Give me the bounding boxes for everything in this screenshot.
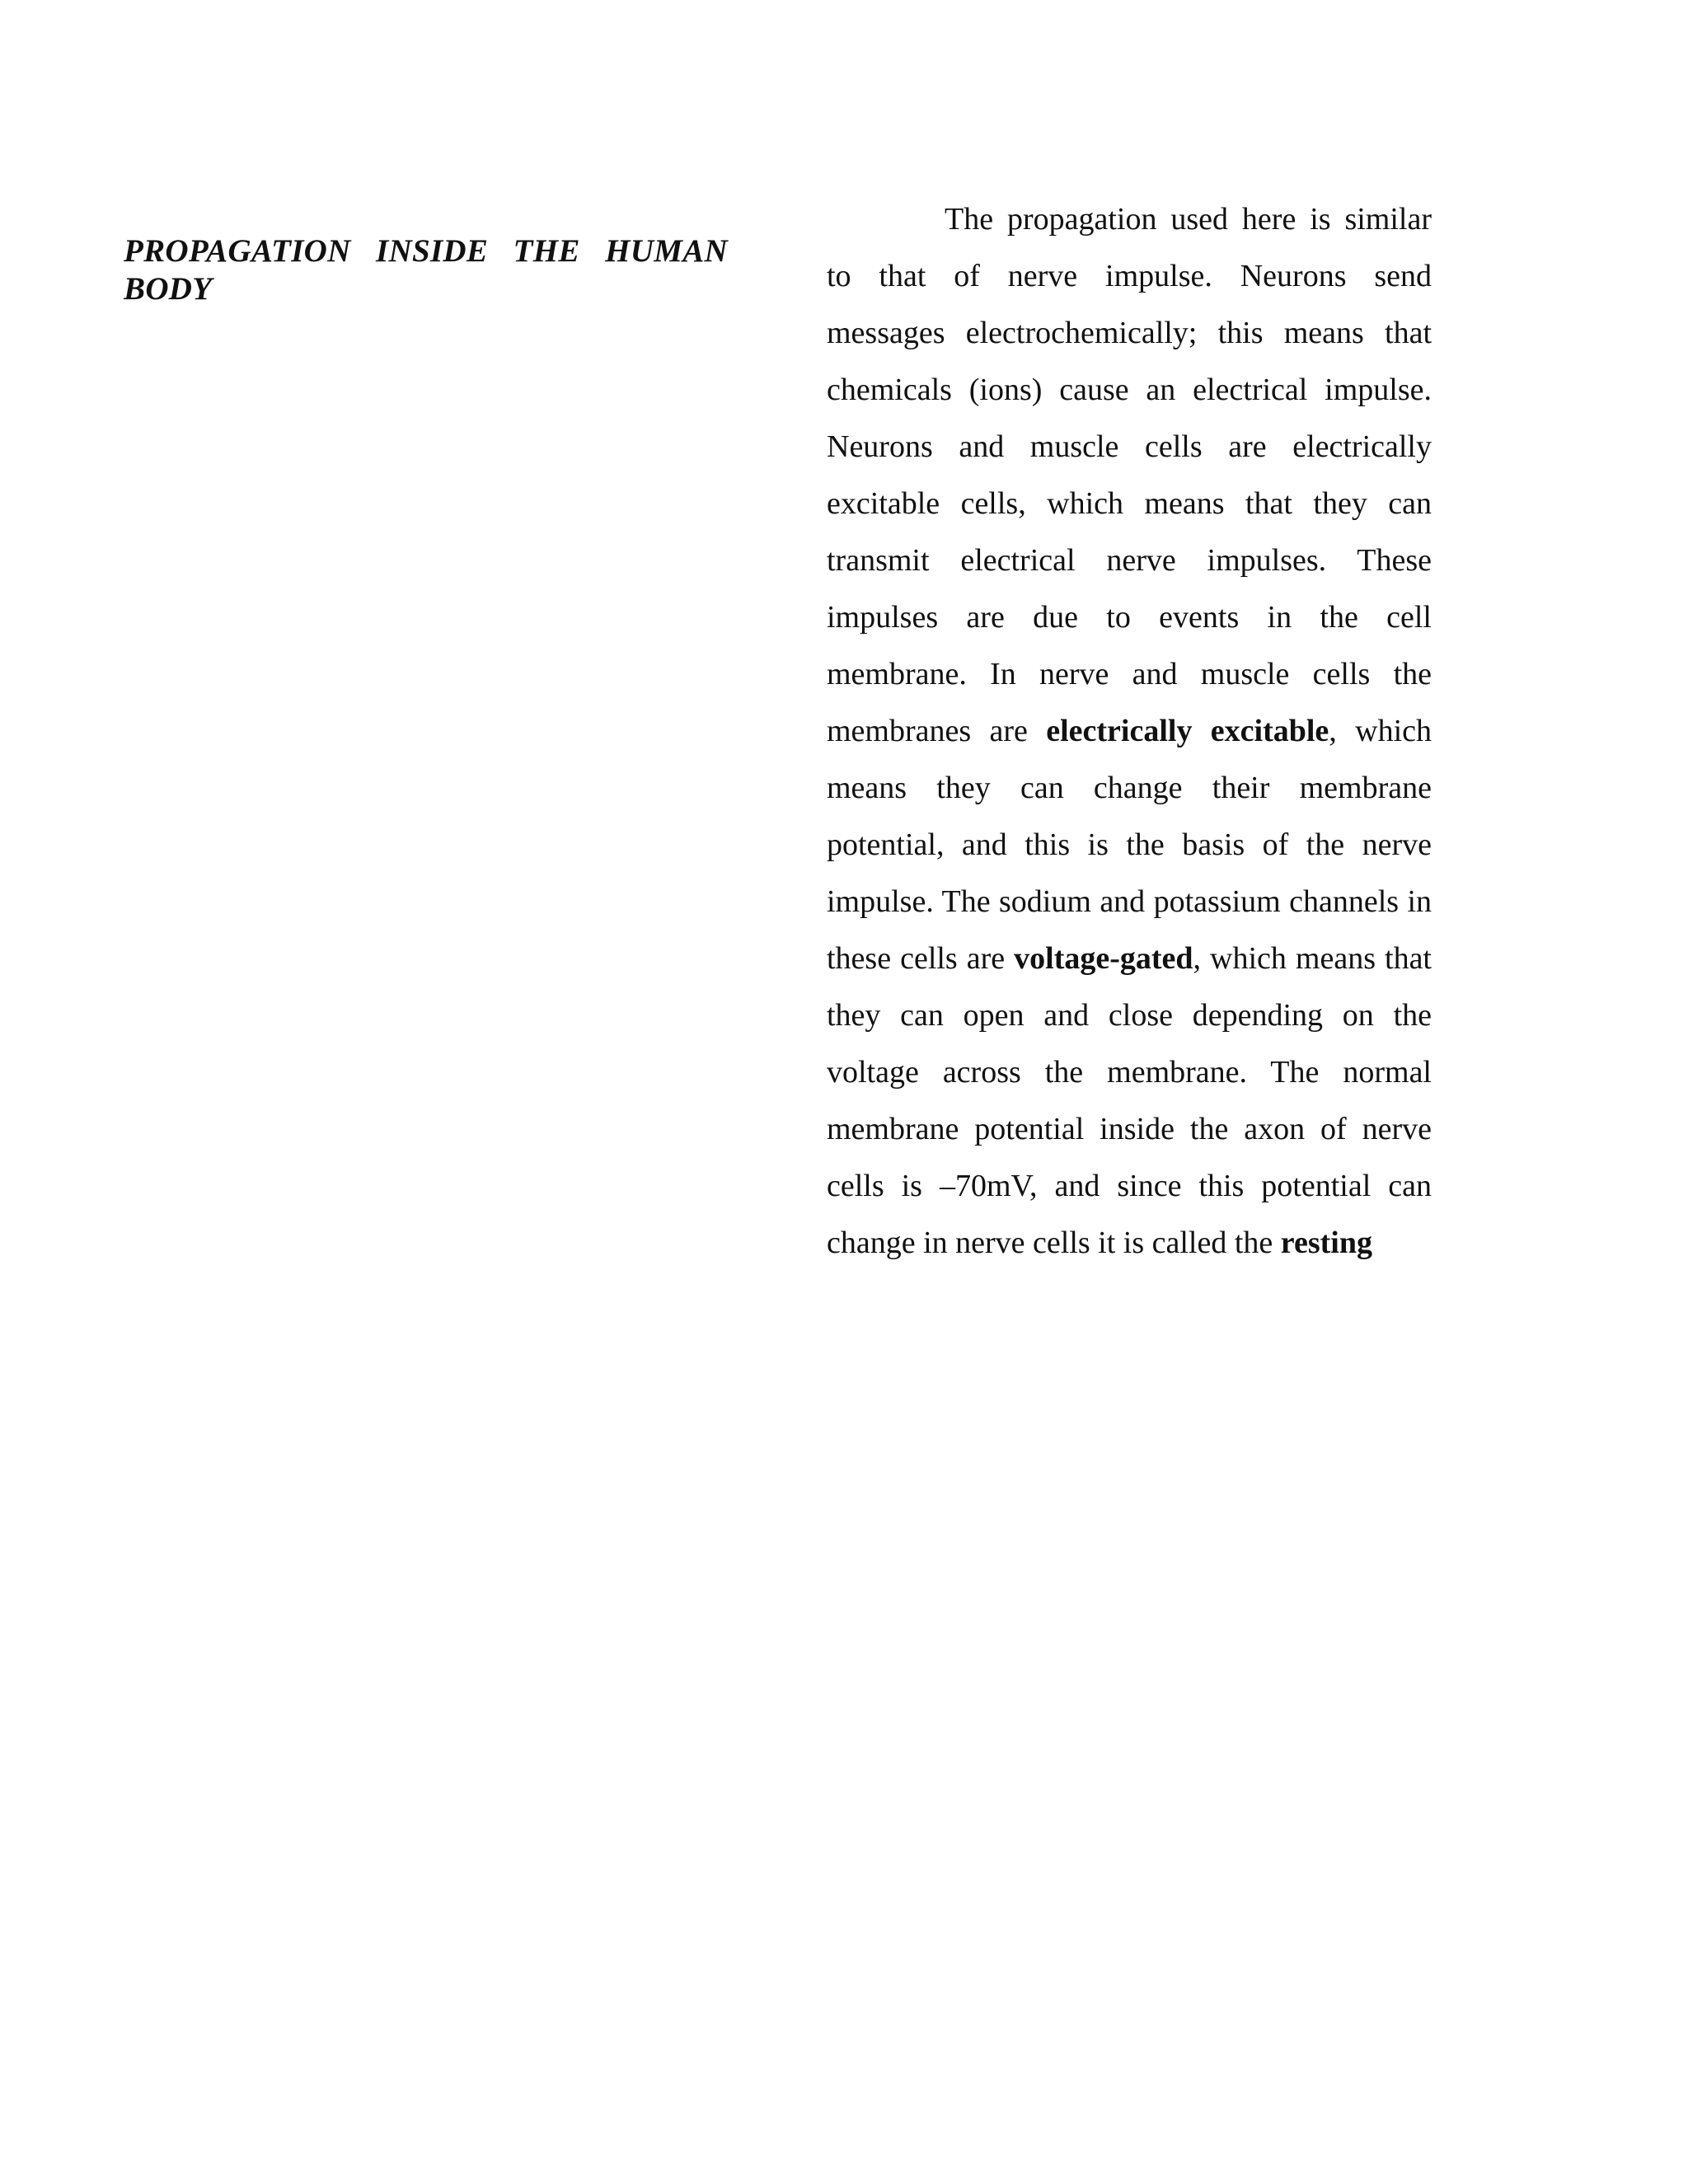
paragraph-text-segment: The propagation used here is similar to that of nerve impulse. Neurons send messages electrochemically; this means that chemicals (ions) cause an electrical impulse. Neurons and muscle cells are electrically excitable cells, which means that they can transmit electrical nerve impulses. These impulses are due to events in the cell membrane. In nerve and muscle cells the membranes are — [827, 202, 1432, 748]
bold-term-voltage-gated: voltage-gated — [1014, 941, 1193, 976]
body-paragraph — [827, 191, 1432, 1272]
section-heading: PROPAGATION INSIDE THE HUMAN BODY — [124, 233, 728, 307]
bold-term-resting: resting — [1280, 1226, 1372, 1260]
paragraph-text-segment: , which means they can change their membrane potential, and this is the basis of the nerve impulse. The sodium and potassium channels in these cells are — [827, 714, 1432, 976]
bold-term-electrically-excitable: electrically excitable — [1046, 714, 1329, 748]
paragraph-text-segment: , which means that they can open and close depending on the voltage across the membrane. The normal membrane potential inside the axon of nerve cells is –70mV, and since this potential can change in nerve cells it is called the — [827, 941, 1432, 1260]
